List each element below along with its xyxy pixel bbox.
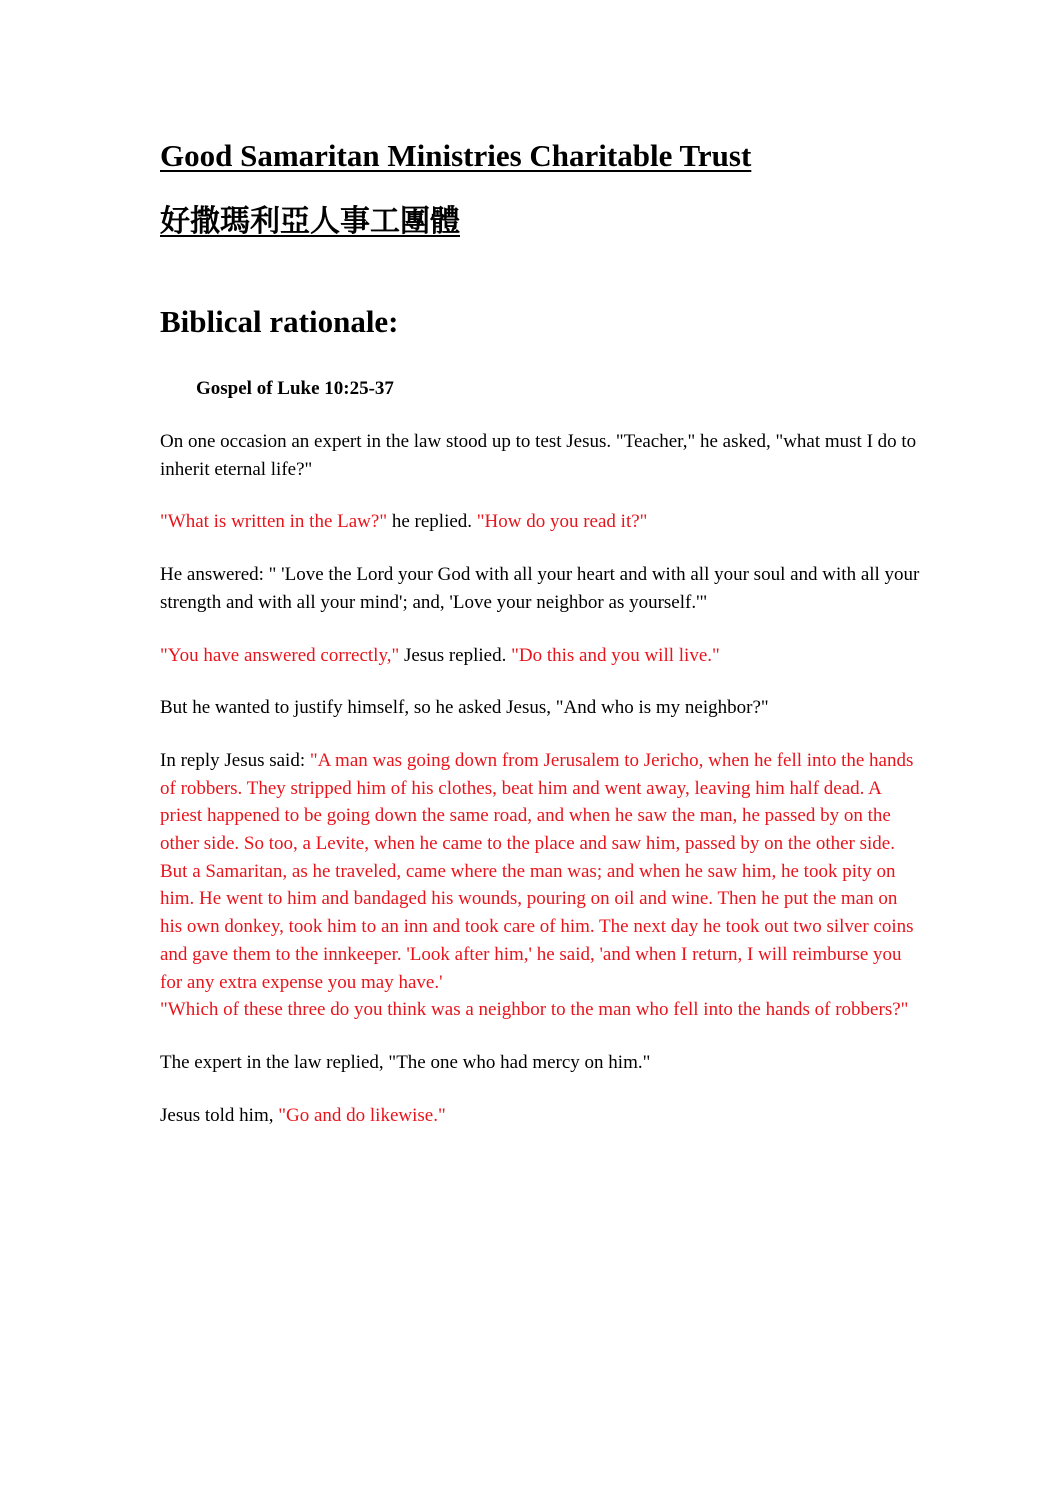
section-heading: Biblical rationale: bbox=[160, 304, 399, 339]
document-title-chinese: 好撒瑪利亞人事工團體 bbox=[160, 204, 460, 239]
paragraph-8: The expert in the law replied, "The one who had mercy on him." bbox=[160, 1051, 651, 1073]
paragraph-4 bbox=[160, 642, 920, 670]
narration-text: he replied. bbox=[387, 511, 477, 533]
scripture-passage bbox=[160, 428, 920, 1154]
quote-text: "Do this and you will live." bbox=[511, 644, 720, 666]
quote-text: "You have answered correctly," bbox=[160, 644, 400, 666]
narration-text: In reply Jesus said: bbox=[160, 749, 310, 771]
paragraph-1: On one occasion an expert in the law stood up to test Jesus. "Teacher," he asked, "what must I do to inherit eternal life?" bbox=[160, 431, 917, 480]
paragraph-9 bbox=[160, 1102, 920, 1130]
narration-text: Jesus told him, bbox=[160, 1104, 279, 1126]
paragraph-2 bbox=[160, 508, 920, 536]
document-title-english: Good Samaritan Ministries Charitable Trust bbox=[160, 138, 752, 173]
paragraph-3: He answered: " 'Love the Lord your God with all your heart and with all your soul and with all your strength and with all your mind'; and, 'Love your neighbor as yourself.'" bbox=[160, 564, 920, 613]
paragraph-7: "Which of these three do you think was a neighbor to the man who fell into the hands of robbers?" bbox=[160, 999, 909, 1021]
quote-text: "A man was going down from Jerusalem to Jericho, when he fell into the hands of robbers. They stripped him of his clothes, beat him and went away, leaving him half dead. A priest happened to be going down the same road, and when he saw the man, he passed by on the other side. So too, a Levite, when he came to the place and saw him, passed by on the other side. But a Samaritan, as he traveled, came where the man was; and when he saw him, he took pity on him. He went to him and bandaged his wounds, pouring on oil and wine. Then he put the man on his own donkey, took him to an inn and took care of him. The next day he took out two silver coins and gave them to the innkeeper. 'Look after him,' he said, 'and when I return, I will reimburse you for any extra expense you may have.' bbox=[160, 749, 914, 993]
quote-text: "How do you read it?" bbox=[476, 511, 648, 533]
narration-text: Jesus replied. bbox=[399, 644, 512, 666]
scripture-reference: Gospel of Luke 10:25-37 bbox=[196, 378, 394, 399]
quote-text: "Go and do likewise." bbox=[278, 1104, 446, 1126]
paragraph-6 bbox=[160, 747, 920, 996]
quote-text: "What is written in the Law?" bbox=[160, 511, 388, 533]
paragraph-5: But he wanted to justify himself, so he asked Jesus, "And who is my neighbor?" bbox=[160, 697, 769, 719]
